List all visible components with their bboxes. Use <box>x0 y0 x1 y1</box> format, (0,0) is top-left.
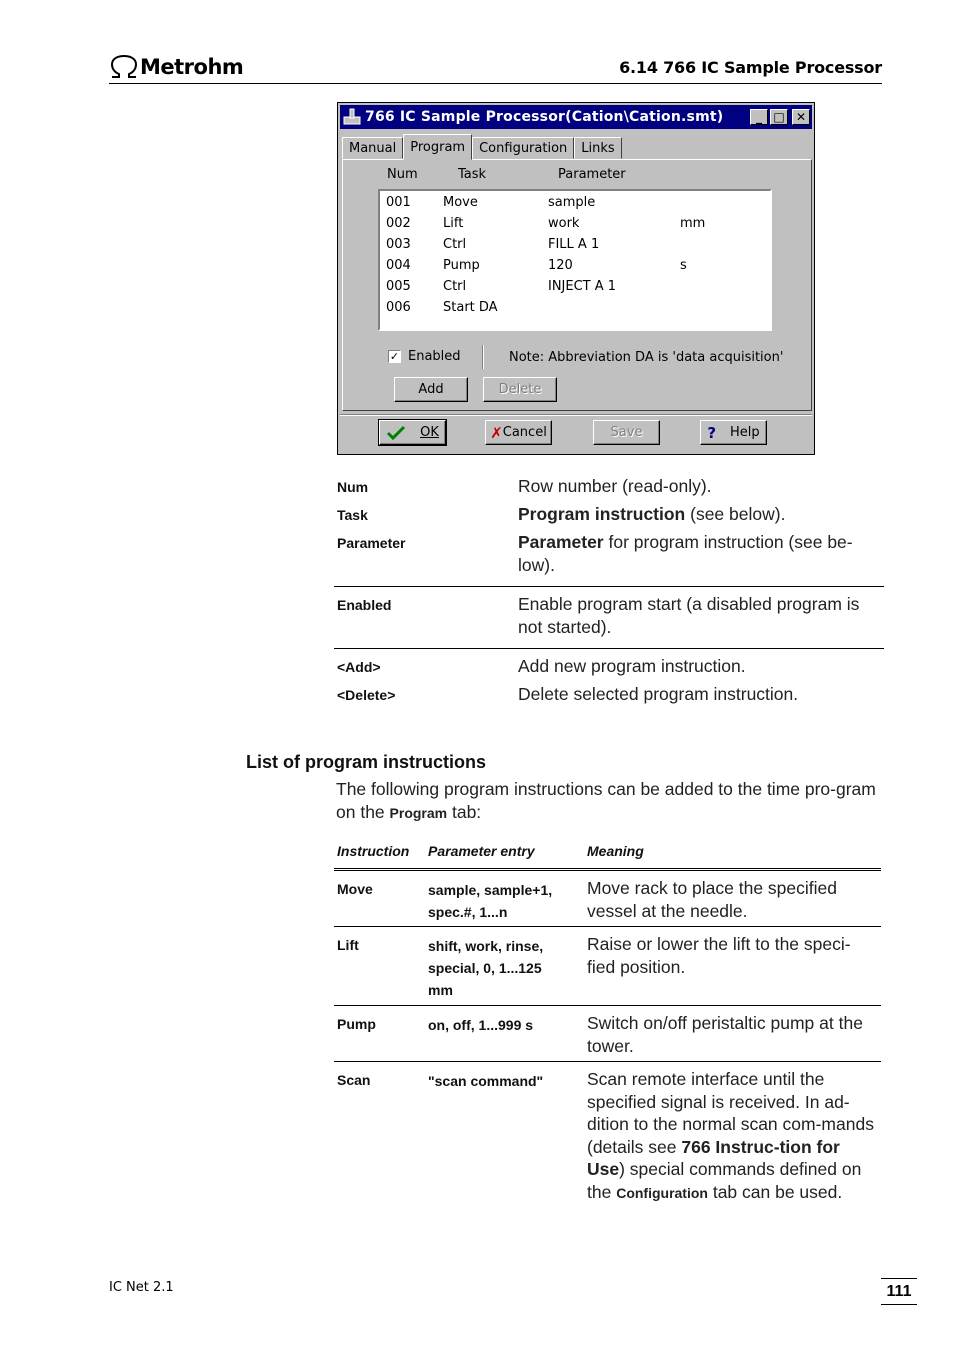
minimize-icon: _ <box>756 110 762 124</box>
term-task: Task <box>337 507 368 523</box>
desc-add: Add new program instruction. <box>518 656 746 676</box>
divider <box>482 345 484 369</box>
list-item[interactable]: 006 Start DA <box>386 300 498 315</box>
minimize-button[interactable] <box>750 109 768 125</box>
table-header-parameter: Parameter entry <box>428 843 535 859</box>
table-header-meaning: Meaning <box>587 843 644 859</box>
delete-button[interactable]: Delete <box>483 377 557 402</box>
desc-parameter: Parameter for program instruction (see be-low). <box>518 532 853 575</box>
tab-strip <box>342 137 622 159</box>
definition-row <box>334 677 884 705</box>
cancel-button[interactable] <box>485 420 552 445</box>
enabled-label: Enabled <box>408 349 461 364</box>
enabled-checkbox[interactable] <box>388 349 461 364</box>
instructions-table <box>334 868 881 1232</box>
column-header-parameter[interactable]: Parameter <box>558 167 626 182</box>
page-number: 111 <box>881 1278 917 1305</box>
help-button[interactable] <box>700 420 767 445</box>
tab-links[interactable]: Links <box>574 137 621 159</box>
definition-row <box>334 587 884 649</box>
table-row: Lift shift, work, rinse, special, 0, 1...125 mm Raise or lower the lift to the speci-fied position. <box>334 927 881 1006</box>
help-icon: ? <box>707 423 717 442</box>
divider <box>340 414 812 416</box>
maximize-button[interactable] <box>770 109 788 125</box>
tab-program[interactable]: Program <box>403 134 472 160</box>
table-row: Move sample, sample+1, spec.#, 1...n Move rack to place the specified vessel at the needle. <box>334 871 881 927</box>
desc-task: Program instruction (see below). <box>518 504 786 524</box>
desc-enabled: Enable program start (a disabled program is not started). <box>518 594 860 637</box>
cancel-x-icon: ✗ <box>490 423 503 442</box>
save-button[interactable]: Save <box>593 420 660 445</box>
title-bar <box>340 105 812 129</box>
column-header-num[interactable]: Num <box>387 167 418 182</box>
intro-paragraph: The following program instructions can be added to the time pro-gram on the Program tab: <box>336 779 876 822</box>
tab-configuration[interactable]: Configuration <box>472 137 574 159</box>
checkmark-icon <box>386 425 406 441</box>
app-icon <box>343 108 361 126</box>
checkbox-icon[interactable]: ✓ <box>389 350 400 363</box>
term-num: Num <box>337 479 369 495</box>
page-header <box>109 52 882 84</box>
definition-row <box>334 531 884 587</box>
table-header-instruction: Instruction <box>337 843 410 859</box>
desc-delete: Delete selected program instruction. <box>518 684 799 704</box>
definitions-block-2 <box>334 586 884 649</box>
term-add: <Add> <box>337 659 381 675</box>
column-header-task[interactable]: Task <box>458 167 487 182</box>
section-title: 6.14 766 IC Sample Processor <box>619 58 882 77</box>
maximize-icon: □ <box>773 110 785 124</box>
term-enabled: Enabled <box>337 597 392 613</box>
definition-row <box>334 503 884 531</box>
definitions-block-1 <box>334 475 884 587</box>
list-item[interactable]: 005 Ctrl INJECT A 1 <box>386 279 617 294</box>
window-title: 766 IC Sample Processor(Cation\Cation.smt) <box>365 109 724 125</box>
tab-manual[interactable]: Manual <box>342 137 403 159</box>
section-heading: List of program instructions <box>246 752 487 772</box>
term-parameter: Parameter <box>337 535 406 551</box>
brand-name: Metrohm <box>140 55 244 79</box>
metrohm-logo <box>109 54 243 80</box>
add-button[interactable]: Add <box>394 377 468 402</box>
list-item[interactable]: 004 Pump 120 s <box>386 258 687 273</box>
note-text: Note: Abbreviation DA is 'data acquisition' <box>509 350 784 365</box>
definition-row <box>334 475 884 503</box>
term-delete: <Delete> <box>337 687 396 703</box>
close-button[interactable] <box>792 109 810 125</box>
table-row: Scan "scan command" Scan remote interface until the specified signal is received. In ad-dition to the normal scan com-mands (details see 766 Instruc-tion for Use) special commands defined on the Configuration tab can be used. <box>337 1069 874 1202</box>
definitions-block-3 <box>334 648 884 705</box>
list-item[interactable]: 002 Lift work mm <box>386 216 706 231</box>
footer-product: IC Net 2.1 <box>109 1280 174 1295</box>
table-row: Pump on, off, 1...999 s Switch on/off peristaltic pump at the tower. <box>334 1006 881 1062</box>
ok-button[interactable] <box>379 420 446 445</box>
close-icon: ✕ <box>795 110 807 124</box>
list-item[interactable]: 003 Ctrl FILL A 1 <box>386 237 600 252</box>
sample-processor-dialog <box>337 102 815 455</box>
omega-icon <box>109 54 139 80</box>
help-label: Help <box>730 425 760 440</box>
program-list[interactable] <box>378 189 772 331</box>
definition-row <box>334 649 884 677</box>
cancel-label: Cancel <box>502 425 547 440</box>
list-item[interactable]: 001 Move sample <box>386 195 596 210</box>
ok-label: OK <box>420 425 439 440</box>
desc-num: Row number (read-only). <box>518 476 712 496</box>
